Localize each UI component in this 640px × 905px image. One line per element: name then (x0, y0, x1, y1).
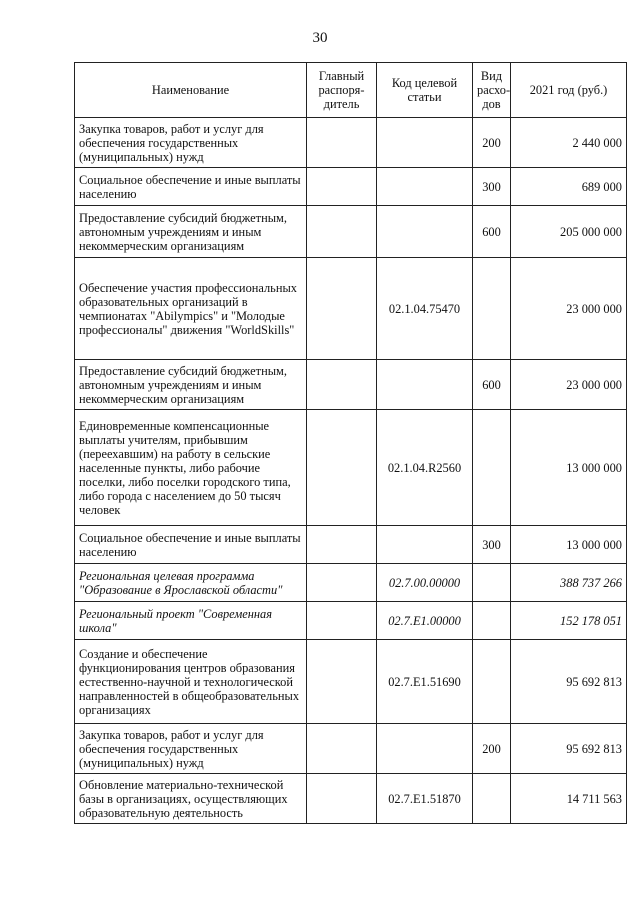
row-name: Социальное обеспечение и иные выплаты населению (75, 168, 307, 206)
row-main-manager (307, 118, 377, 168)
table-row (75, 602, 627, 640)
row-name: Закупка товаров, работ и услуг для обеспечения государственных (муниципальных) нужд (75, 724, 307, 774)
row-name: Обновление материально-технической базы в организациях, осуществляющих образовательную деятельность (75, 774, 307, 824)
row-amount: 13 000 000 (511, 410, 627, 526)
table-body (75, 118, 627, 824)
row-target-code (377, 360, 473, 410)
table-row (75, 410, 627, 526)
row-amount: 2 440 000 (511, 118, 627, 168)
row-main-manager (307, 564, 377, 602)
header-expense-type: Вид расхо-дов (473, 63, 511, 118)
header-name: Наименование (75, 63, 307, 118)
row-main-manager (307, 602, 377, 640)
row-target-code (377, 118, 473, 168)
table-row (75, 360, 627, 410)
row-name: Региональный проект "Современная школа" (75, 602, 307, 640)
row-name: Региональная целевая программа "Образование в Ярославской области" (75, 564, 307, 602)
row-expense-type (473, 640, 511, 724)
table-row (75, 118, 627, 168)
row-expense-type (473, 258, 511, 360)
row-target-code (377, 724, 473, 774)
row-name: Предоставление субсидий бюджетным, автономным учреждениям и иным некоммерческим организациям (75, 360, 307, 410)
row-expense-type (473, 602, 511, 640)
row-expense-type: 600 (473, 360, 511, 410)
row-amount: 205 000 000 (511, 206, 627, 258)
row-main-manager (307, 410, 377, 526)
row-amount: 388 737 266 (511, 564, 627, 602)
table-row (75, 206, 627, 258)
row-target-code (377, 526, 473, 564)
row-expense-type: 600 (473, 206, 511, 258)
row-name: Предоставление субсидий бюджетным, автономным учреждениям и иным некоммерческим организациям (75, 206, 307, 258)
table-row (75, 258, 627, 360)
row-amount: 23 000 000 (511, 258, 627, 360)
table-row (75, 526, 627, 564)
row-target-code: 02.7.Е1.00000 (377, 602, 473, 640)
header-amount-2021: 2021 год (руб.) (511, 63, 627, 118)
page-number: 30 (312, 30, 328, 46)
row-target-code: 02.7.Е1.51690 (377, 640, 473, 724)
budget-table (74, 62, 627, 824)
row-main-manager (307, 168, 377, 206)
row-main-manager (307, 724, 377, 774)
row-expense-type: 300 (473, 526, 511, 564)
row-expense-type (473, 774, 511, 824)
row-main-manager (307, 774, 377, 824)
row-expense-type: 300 (473, 168, 511, 206)
row-amount: 23 000 000 (511, 360, 627, 410)
table-row (75, 724, 627, 774)
row-target-code: 02.1.04.R2560 (377, 410, 473, 526)
table-header-row (75, 63, 627, 118)
row-main-manager (307, 258, 377, 360)
row-main-manager (307, 526, 377, 564)
row-target-code: 02.7.00.00000 (377, 564, 473, 602)
row-main-manager (307, 360, 377, 410)
header-main-manager: Главный распоря-дитель (307, 63, 377, 118)
row-expense-type (473, 564, 511, 602)
table-row (75, 774, 627, 824)
row-amount: 689 000 (511, 168, 627, 206)
row-amount: 95 692 813 (511, 640, 627, 724)
row-name: Социальное обеспечение и иные выплаты населению (75, 526, 307, 564)
row-name: Единовременные компенсационные выплаты учителям, прибывшим (переехавшим) на работу в сельские населенные пункты, либо рабочие поселки, либо поселки городского типа, либо города с населением до 50 тысяч человек (75, 410, 307, 526)
row-expense-type: 200 (473, 724, 511, 774)
row-main-manager (307, 640, 377, 724)
row-target-code (377, 168, 473, 206)
row-main-manager (307, 206, 377, 258)
row-name: Обеспечение участия профессиональных образовательных организаций в чемпионатах "Abilympics" и "Молодые профессионалы" движения "WorldSkills" (75, 258, 307, 360)
row-amount: 95 692 813 (511, 724, 627, 774)
row-target-code: 02.1.04.75470 (377, 258, 473, 360)
row-amount: 14 711 563 (511, 774, 627, 824)
table-row (75, 640, 627, 724)
row-expense-type (473, 410, 511, 526)
table-row (75, 168, 627, 206)
row-expense-type: 200 (473, 118, 511, 168)
row-name: Создание и обеспечение функционирования центров образования естественно-научной и технологической направленностей в общеобразовательных организациях (75, 640, 307, 724)
table-row (75, 564, 627, 602)
row-target-code: 02.7.Е1.51870 (377, 774, 473, 824)
row-target-code (377, 206, 473, 258)
header-target-code: Код целевой статьи (377, 63, 473, 118)
row-amount: 13 000 000 (511, 526, 627, 564)
row-amount: 152 178 051 (511, 602, 627, 640)
row-name: Закупка товаров, работ и услуг для обеспечения государственных (муниципальных) нужд (75, 118, 307, 168)
